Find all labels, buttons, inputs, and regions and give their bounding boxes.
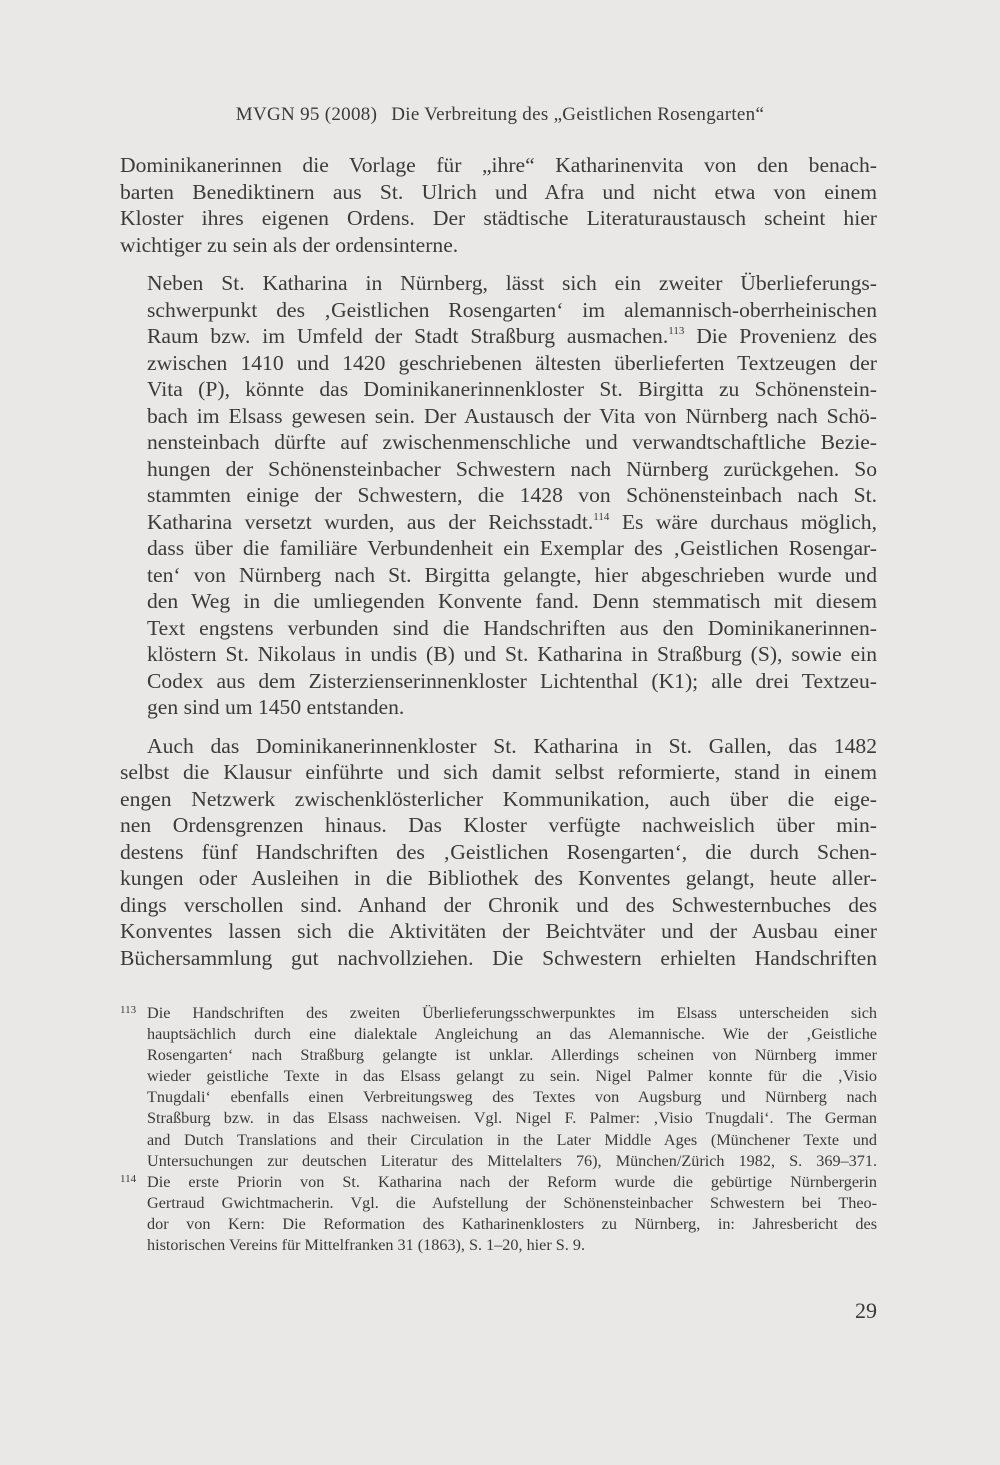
text-line: nen Ordensgrenzen hinaus. Das Kloster verfügte nachweislich über min-: [120, 813, 877, 837]
footnote-line: dor von Kern: Die Reformation des Katharinenklosters zu Nürnberg, in: Jahresbericht des: [147, 1214, 877, 1233]
text-line: klöstern St. Nikolaus in undis (B) und St. Katharina in Straßburg (S), sowie ein: [147, 642, 877, 666]
text-line: bach im Elsass gewesen sein. Der Austausch der Vita von Nürnberg nach Schö-: [147, 403, 877, 428]
footnote-ref-113[interactable]: 113: [668, 325, 685, 337]
text-segment: Die Provenienz des: [684, 324, 877, 348]
footnote-114: [120, 1172, 877, 1256]
footnote-line: historischen Vereins für Mittelfranken 31 (1863), S. 1–20, hier S. 9.: [147, 1236, 586, 1255]
text-line: Vita (P), könnte das Dominikanerinnenkloster St. Birgitta zu Schönenstein-: [147, 377, 877, 401]
page-number: 29: [855, 1298, 877, 1323]
footnote-113: [120, 1003, 877, 1172]
text-line: zwischen 1410 und 1420 geschriebenen ältesten überlieferten Textzeugen der: [147, 350, 877, 375]
text-line: dass über die familiäre Verbundenheit ein Exemplar des ‚Geistlichen Rosengar-: [147, 536, 877, 560]
text-line: wichtiger zu sein als der ordensinterne.: [120, 232, 459, 257]
text-line: stammten einige der Schwestern, die 1428 von Schönensteinbach nach St.: [147, 483, 877, 507]
text-line: engen Netzwerk zwischenklösterlicher Kommunikation, auch über die eige-: [120, 786, 877, 811]
text-segment: Es wäre durchaus möglich,: [609, 509, 877, 534]
text-line: gen sind um 1450 entstanden.: [147, 695, 405, 719]
footnote-line: Untersuchungen zur deutschen Literatur des Mittelalters 76), München/Zürich 1982, S. 369–371.: [147, 1151, 877, 1170]
text-segment: Raum bzw. im Umfeld der Stadt Straßburg ausmachen.: [147, 324, 669, 348]
text-line: Auch das Dominikanerinnenkloster St. Katharina in St. Gallen, das 1482: [147, 733, 877, 758]
footnote-number: 113: [120, 1004, 137, 1016]
text-line: Text engstens verbunden sind die Handschriften aus den Dominikanerinnen-: [147, 615, 877, 640]
text-line: Kloster ihres eigenen Ordens. Der städtische Literaturaustausch scheint hier: [120, 206, 877, 230]
text-line: Konventes lassen sich die Aktivitäten der Beichtväter und der Ausbau einer: [120, 919, 877, 943]
text-line: selbst die Klausur einführte und sich damit selbst reformierte, stand in einem: [120, 760, 877, 784]
text-line: nensteinbach dürfte auf zwischenmenschliche und verwandtschaftliche Bezie-: [147, 430, 877, 454]
text-line: kungen oder Ausleihen in die Bibliothek des Konventes gelangt, heute aller-: [120, 866, 877, 890]
paragraph: [120, 152, 877, 258]
text-line: barten Benediktinern aus St. Ulrich und Afra und nicht etwa von einem: [120, 179, 877, 204]
text-segment: Katharina versetzt wurden, aus der Reichsstadt.: [147, 509, 594, 534]
footnote-line: and Dutch Translations and their Circulation in the Later Middle Ages (Münchener Texte und: [147, 1130, 877, 1149]
running-head: [0, 104, 1000, 126]
footnote-line: Gertraud Gwichtmacherin. Vgl. die Aufstellung der Schönensteinbacher Schwestern bei Theo-: [147, 1193, 877, 1212]
footnotes: [120, 1003, 877, 1256]
journal-reference: MVGN 95 (2008): [235, 104, 378, 125]
footnote-number: 114: [120, 1172, 137, 1185]
text-line: Dominikanerinnen die Vorlage für „ihre“ Katharinenvita von den benach-: [120, 153, 877, 177]
footnote-line: Straßburg bzw. in das Elsass nachweisen. Vgl. Nigel F. Palmer: ‚Visio Tnugdali‘. The German: [147, 1109, 877, 1128]
footnote-line: Die Handschriften des zweiten Überlieferungsschwerpunktes im Elsass unterscheiden sich: [147, 1004, 877, 1022]
text-line-with-ref: [120, 323, 877, 350]
body-text: [120, 152, 877, 971]
text-line: hungen der Schönensteinbacher Schwestern nach Nürnberg zurückgehen. So: [147, 456, 877, 481]
text-line: destens fünf Handschriften des ‚Geistlichen Rosengarten‘, die durch Schen-: [120, 839, 877, 864]
footnote-line: Die erste Priorin von St. Katharina nach der Reform wurde die gebürtige Nürnbergerin: [147, 1172, 877, 1191]
text-line-with-ref: [120, 509, 877, 536]
paragraph: [120, 733, 877, 972]
text-line: Büchersammlung gut nachvollziehen. Die Schwestern erhielten Handschriften: [120, 945, 877, 970]
running-title: Die Verbreitung des „Geistlichen Rosengarten“: [391, 104, 765, 125]
text-line: dings verschollen sind. Anhand der Chronik und des Schwesternbuches des: [120, 892, 877, 917]
text-line: ten‘ von Nürnberg nach St. Birgitta gelangte, hier abgeschrieben wurde und: [147, 562, 877, 587]
paragraph: [120, 270, 877, 721]
text-line: schwerpunkt des ‚Geistlichen Rosengarten‘ im alemannisch-oberrheinischen: [147, 297, 877, 322]
text-line: Neben St. Katharina in Nürnberg, lässt sich ein zweiter Überlieferungs-: [147, 271, 877, 295]
footnote-line: wieder geistliche Texte in das Elsass gelangt zu sein. Nigel Palmer konnte für die ‚Visio: [147, 1067, 877, 1086]
footnote-line: hauptsächlich durch eine dialektale Angleichung an das Alemannische. Wie der ‚Geistliche: [147, 1025, 877, 1044]
footnote-line: Rosengarten‘ nach Straßburg gelangte ist unklar. Allerdings scheinen von Nürnberg immer: [147, 1046, 877, 1065]
text-line: Codex aus dem Zisterzienserinnenkloster Lichtenthal (K1); alle drei Textzeu-: [147, 668, 877, 693]
footnote-ref-114[interactable]: 114: [593, 510, 610, 523]
footnote-line: Tnugdali‘ ebenfalls einen Verbreitungsweg des Textes von Augsburg und Nürnberg nach: [147, 1088, 877, 1107]
text-line: den Weg in die umliegenden Konvente fand. Denn stemmatisch mit diesem: [147, 589, 877, 613]
